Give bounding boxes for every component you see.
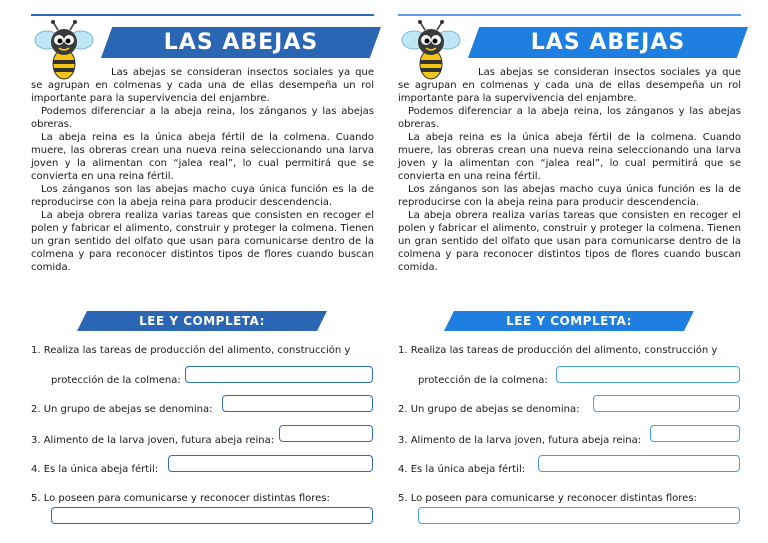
paragraph: Las abejas se consideran insectos sociales ya que se agrupan en colmenas y cada una de ellas desempeña un rol importante para la supervivencia del enjambre. [31, 67, 374, 104]
question-3: 3. Alimento de la larva joven, futura abeja reina: [398, 435, 642, 446]
question-1-cont: protección de la colmena: [418, 375, 548, 386]
question-1-cont: protección de la colmena: [51, 375, 181, 386]
answer-5-field[interactable] [418, 507, 740, 524]
paragraph: Las abejas se consideran insectos sociales ya que se agrupan en colmenas y cada una de ellas desempeña un rol importante para la supervivencia del enjambre. [398, 67, 741, 104]
top-rule [31, 14, 374, 16]
title-text: LAS ABEJAS [163, 30, 319, 55]
reading-text [31, 66, 374, 274]
paragraph: La abeja obrera realiza varias tareas que consisten en recoger el polen y fabricar el alimento, construir y proteger la colmena. Tienen un gran sentido del olfato que usan para comunicarse dentro de la colmena y para reconocer distintos tipos de flores cuando buscan comida. [398, 210, 741, 273]
paragraph: Los zánganos son las abejas macho cuya única función es la de reproducirse con la abeja reina para producir descendencia. [398, 184, 741, 208]
question-5: 5. Lo poseen para comunicarse y reconocer distintas flores: [398, 493, 697, 504]
answer-1-field[interactable] [185, 366, 373, 383]
question-2: 2. Un grupo de abejas se denomina: [31, 404, 213, 415]
question-2: 2. Un grupo de abejas se denomina: [398, 404, 580, 415]
question-1: 1. Realiza las tareas de producción del alimento, construcción y [31, 345, 351, 356]
answer-3-field[interactable] [279, 425, 373, 442]
question-1: 1. Realiza las tareas de producción del alimento, construcción y [398, 345, 718, 356]
paragraph: La abeja reina es la única abeja fértil de la colmena. Cuando muere, las obreras crean una nueva reina seleccionando una larva joven y la alimentan con “jalea real”, lo cual permitirá que se convierta en una reina fértil. [31, 132, 374, 182]
answer-3-field[interactable] [650, 425, 740, 442]
top-rule [398, 14, 741, 16]
answer-1-field[interactable] [556, 366, 740, 383]
question-4: 4. Es la única abeja fértil: [31, 464, 159, 475]
answer-2-field[interactable] [222, 395, 373, 412]
title-text: LAS ABEJAS [530, 30, 686, 55]
answer-4-field[interactable] [168, 455, 373, 472]
paragraph: La abeja reina es la única abeja fértil de la colmena. Cuando muere, las obreras crean una nueva reina seleccionando una larva joven y la alimentan con “jalea real”, lo cual permitirá que se convierta en una reina fértil. [398, 132, 741, 182]
paragraph: Los zánganos son las abejas macho cuya única función es la de reproducirse con la abeja reina para producir descendencia. [31, 184, 374, 208]
answer-2-field[interactable] [593, 395, 740, 412]
question-3: 3. Alimento de la larva joven, futura abeja reina: [31, 435, 275, 446]
paragraph: Podemos diferenciar a la abeja reina, los zánganos y las abejas obreras. [398, 106, 741, 130]
paragraph: Podemos diferenciar a la abeja reina, los zánganos y las abejas obreras. [31, 106, 374, 130]
answer-5-field[interactable] [51, 507, 373, 524]
worksheet-left [31, 14, 374, 529]
section-title: LEE Y COMPLETA: [139, 314, 265, 328]
paragraph: La abeja obrera realiza varias tareas que consisten en recoger el polen y fabricar el alimento, construir y proteger la colmena. Tienen un gran sentido del olfato que usan para comunicarse dentro de la colmena y para reconocer distintos tipos de flores cuando buscan comida. [31, 210, 374, 273]
question-4: 4. Es la única abeja fértil: [398, 464, 526, 475]
question-5: 5. Lo poseen para comunicarse y reconocer distintas flores: [31, 493, 330, 504]
worksheet-right [398, 14, 741, 529]
section-title: LEE Y COMPLETA: [506, 314, 632, 328]
answer-4-field[interactable] [538, 455, 740, 472]
reading-text [398, 66, 741, 274]
